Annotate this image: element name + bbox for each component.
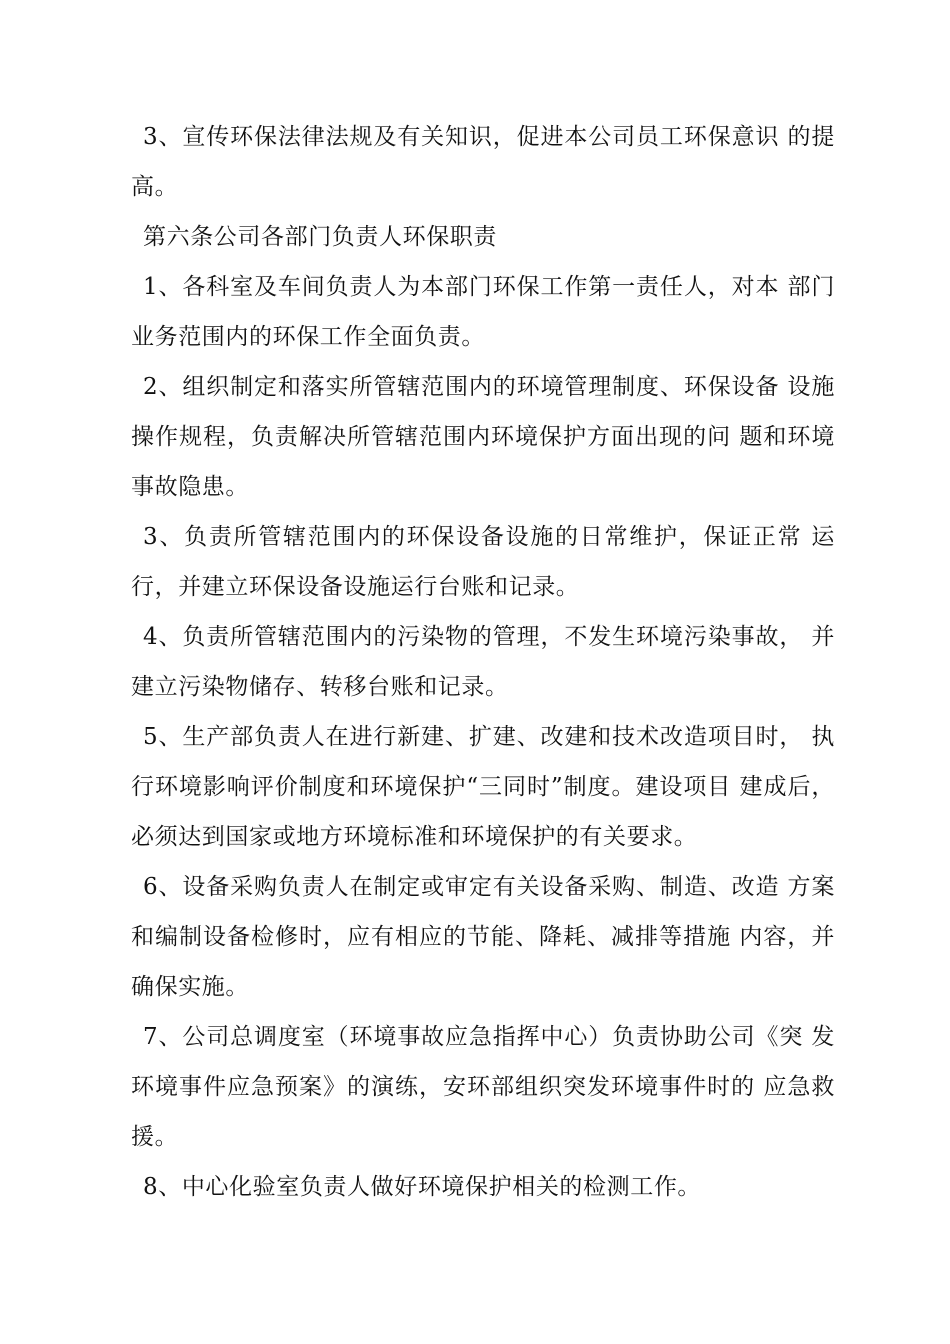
- paragraph-item-4-pollutants: 4、负责所管辖范围内的污染物的管理，不发生环境污染事故， 并建立污染物储存、转移台账和记录。: [131, 624, 835, 700]
- paragraph-item-3-promotion: 3、宣传环保法律法规及有关知识，促进本公司员工环保意识 的提高。: [131, 124, 835, 200]
- paragraph-item-3-maintenance: 3、负责所管辖范围内的环保设备设施的日常维护，保证正常 运行，并建立环保设备设施运行台账和记录。: [131, 524, 835, 600]
- document-body: [131, 112, 835, 1212]
- paragraph-item-5-projects: 5、生产部负责人在进行新建、扩建、改建和技术改造项目时， 执行环境影响评价制度和环境保护“三同时”制度。建设项目 建成后，必须达到国家或地方环境标准和环境保护的有关要求。: [131, 724, 835, 850]
- paragraph-item-1-responsibility: 1、各科室及车间负责人为本部门环保工作第一责任人，对本 部门业务范围内的环保工作全面负责。: [131, 274, 835, 350]
- paragraph-item-2-management: 2、组织制定和落实所管辖范围内的环境管理制度、环保设备 设施操作规程，负责解决所管辖范围内环境保护方面出现的问 题和环境事故隐患。: [131, 374, 835, 500]
- paragraph-item-7-dispatch: 7、公司总调度室（环境事故应急指挥中心）负责协助公司《突 发环境事件应急预案》的演练，安环部组织突发环境事件时的 应急救援。: [131, 1024, 835, 1150]
- paragraph-item-8-laboratory: 8、中心化验室负责人做好环境保护相关的检测工作。: [143, 1174, 702, 1200]
- paragraph-item-6-procurement: 6、设备采购负责人在制定或审定有关设备采购、制造、改造 方案和编制设备检修时，应有相应的节能、降耗、减排等措施 内容，并确保实施。: [131, 874, 835, 1000]
- section-heading-article-6: 第六条公司各部门负责人环保职责: [143, 224, 497, 250]
